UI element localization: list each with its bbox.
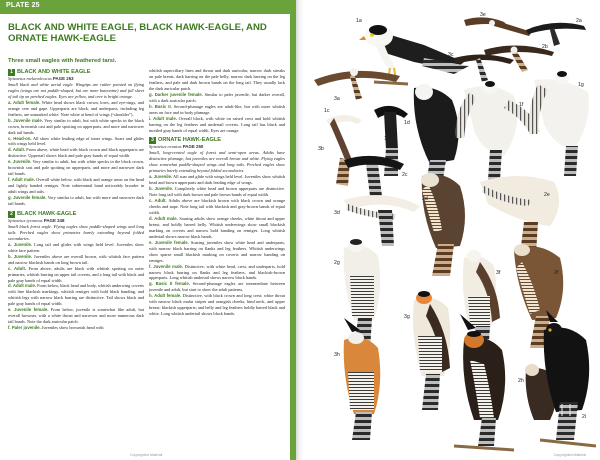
figure-label: 3e [480,12,486,18]
bird-3b [326,115,362,186]
figure-label: 1f [519,102,524,108]
figure-label: 3h [334,352,340,358]
figure-label: 1c [324,108,330,114]
species-page-ref: PAGE 250 [182,144,204,150]
figure-label: 3f [496,270,501,276]
figure-label: 1e [444,98,450,104]
figure-label: 1g [578,82,584,88]
bird-3d [344,195,420,246]
figure-label: 1a [356,18,362,24]
description-paragraph: d. Adult male. From below, black head and body, whitish underwing coverts with fine blackish markings, whitish remiges with bold black banding, and whitish legs with narrow black barring are distinctive. Tail shows black and pale gray bands of equal width. [8,283,144,307]
description-paragraph: f. Adult male. Overall white below, with black and orange areas on the head and lightly banded remiges. Note subterminal band noticeably broader in adult wings and tails. [8,177,144,195]
text-page [0,0,296,460]
species-number: 2 [8,211,15,218]
species-latin: Spizaetus tyrannus PAGE 248 [8,217,65,223]
bird-2e [480,176,559,254]
figure-label: 2a [576,18,582,24]
figure-label: 3d [334,210,340,216]
page-title-line-2: ORNATE HAWK-EAGLE [8,33,117,44]
description-paragraph: whitish superciliary lines and throat and dark auricular, narrow dark streaks on pale breast, dark barring on the pale belly, narrow dark barring on the leg feathers, and pale and dark brown bands on the long tail. They usually lack the dark auricular patch. [149,68,285,91]
text-column-right [149,68,285,317]
species-page-ref: PAGE 253 [52,76,74,81]
description-paragraph: a. Adult female. White head shows black crown, lores, and eye-rings, and orange cere and gape. Upperparts are black, and underparts, including leg feathers, are unmarked white. Note white at bend of wings (“shoulder”). [8,99,144,117]
plate-header-bar [0,0,296,14]
species-heading [149,137,285,144]
figure-label: 2c [402,172,408,178]
book-gutter [296,0,304,460]
bird-3e [464,17,532,36]
bird-2a [526,23,586,46]
description-paragraph: f. Paler juvenile. Juveniles show brownish head with [8,325,104,331]
description-paragraph: c. Adult. From above, adults are black with whitish spotting on outer primaries, whitish barring on upper tail coverts, and a long tail with black and pale gray bands of equal width. [8,265,144,283]
bird-3h [344,318,381,440]
illustration-page [304,0,600,460]
species-name: BLACK HAWK-EAGLE [17,210,77,217]
description-paragraph: i. Adult male. Overall black, with white on raised crest and bold whitish barring on the leg feathers and undertail coverts. Long tail has black and mottled gray bands of equal width. Eyes are orange. [149,115,285,133]
description-paragraph: g. Juvenile female. Very similar to adult, but with more and narrower dark tail bands. [8,195,144,207]
bird-2g [344,239,381,350]
description-paragraph: h. Adult female. Distinctive, with black crown and long crest; white throat with narrow black malar stripes and orangish cheeks, hind neck, and upper breast; blackish upperparts; and belly and leg feathers boldly barred black and white. Long whitish undertail shows black bands. [149,293,285,317]
description-paragraph: c. Adult. Adults above are blackish brown with black crown and orange cheeks and nape. Note long tail with blackish and gray-brown bands of equal width. [149,198,285,215]
copyright-notice: Copyrighted Material [130,453,163,457]
branch [454,446,514,450]
figure-label: 2e [544,192,550,198]
species-heading [8,211,144,218]
bird-1f [456,81,540,180]
species-intro: Small, long-crested eagle of forest and semi-open areas. Adults have distinctive plumage, but juveniles are overall brown and white. Flying eagles show somewhat paddle-shaped wings and long tails. Perched eagles show primaries barely extending beyond folded secondaries. [149,150,285,174]
species-name: ORNATE HAWK-EAGLE [158,137,221,144]
species-latin: Spizaetus ornatus PAGE 250 [149,144,204,150]
figure-label: 2g [334,260,340,266]
plate-label: PLATE 25 [6,2,40,9]
copyright-notice: Copyrighted Material [553,453,586,457]
branch [374,82,408,84]
description-paragraph: g. Darker juvenile female. Similar to paler juvenile, but darker overall, with a dark auricular patch. [149,91,285,103]
branch [540,440,596,446]
figure-label: 2b [542,44,548,50]
figure-label: 1d [404,120,410,126]
species-name: BLACK AND WHITE EAGLE [17,69,91,75]
description-paragraph: a. Juvenile. All soar and glide with wings held level. Juveniles show whitish head and brown upperparts and dark leading edge of wings. [149,174,286,186]
species-number: 3 [149,137,156,144]
description-paragraph: f. Juvenile male. Distinctive, with white head, crest, and underparts, bold narrow black barring on flanks and leg feathers, and blackish-brown upperparts. Long whitish undertail shows narrow black bands. [149,263,285,281]
description-paragraph: c. Head-on. All show white leading edge of inner wings. Soars and glides with wings held level. [8,135,144,147]
species-intro: Small black and white aerial eagle. Wingtips are rather pointed on flying eagles (wings are not paddle-shaped, but are more buteonine) and full sheet of tail tip on perched eagles. Eyes are yellow, and cere is bright orange. [8,81,144,99]
description-paragraph: b. Juvenile. Completely white head and brown upperparts are distinctive. Note long tail with dark brown and pale brown bands of equal width. [149,186,285,198]
figure-label: 2h [518,378,524,384]
description-paragraph: h. Basic II. Second-plumage eagles are adult-like, but with more whitish areas on face and in body plumage. [149,103,285,115]
description-paragraph: e. Juvenile. Very similar to adult, but with white specks in the black crown, brownish cast and pale spotting on upperparts, and more and narrower dark tail bands. [8,159,145,177]
bird-3g [413,291,450,410]
description-paragraph: g. Basic II female. Second-plumage eagles are intermediate between juvenile and adult, but start to show the adult patterns. [149,281,285,293]
page-subtitle: Three small eagles with feathered tarsi. [8,58,117,64]
page-title-line-1: BLACK AND WHITE EAGLE, BLACK HAWK-EAGLE, AND [8,22,267,33]
bird-2i [544,310,589,440]
description-paragraph: b. Juvenile male. Very similar to adult, but with white specks in the black crown, brownish cast and pale spotting on upperparts, and more and narrower dark tail bands. [8,117,144,135]
figure-label: 1b [384,136,390,142]
species-latin: Spizaetus melanoleucus PAGE 253 [8,76,74,81]
description-paragraph: e. Juvenile female. Soaring juveniles show white head and underparts, with narrow black barring on flanks and leg feathers. Whitish underwings show sparse small blackish marking on coverts and narrow banding on remiges. [149,239,285,263]
description-paragraph: d. Adult. From above, white head with black crown and black upperparts are distinctive. Uppertail shows black and pale gray bands of equal width. [8,147,144,159]
species-number: 1 [8,69,15,76]
text-column-left [8,68,144,331]
page-title [8,22,283,44]
figure-label: 2i [582,414,587,420]
figure-label: 2f [554,270,559,276]
figure-label: 3g [404,314,410,320]
description-paragraph: e. Juvenile female. From below, juvenile is somewhat like adult, but overall browner, with a white throat and narrower and more numerous dark tail bands. Note the dark auricular patch. [8,307,145,325]
description-paragraph: b. Juvenile. Juveniles above are overall brown, with whitish face pattern and narrow blackish bands on long brown tail. [8,253,145,265]
figure-label: 2d [422,196,428,202]
figure-label: 3a [334,96,340,102]
species-intro: Small black forest eagle. Flying eagles show paddle-shaped wings and long tails. Perched eagles show primaries barely extending beyond folded secondaries. [8,223,144,241]
figure-label: 3c [448,52,454,58]
description-paragraph: a. Juvenile. Long tail and glides with wings held level. Juveniles show white face pattern. [8,241,144,253]
bird-2d [421,173,465,276]
description-paragraph: d. Adult male. Soaring adults show orange cheeks, white throat and upper breast, and boldly barred belly. Whitish underwings show small blackish marking on coverts and narrow bold banding on remiges. Long whitish undertail shows narrow black bands. [149,215,285,239]
figure-label: 3b [318,146,324,152]
bird-plate [304,0,600,460]
species-heading [8,69,144,76]
species-page-ref: PAGE 248 [43,217,65,223]
